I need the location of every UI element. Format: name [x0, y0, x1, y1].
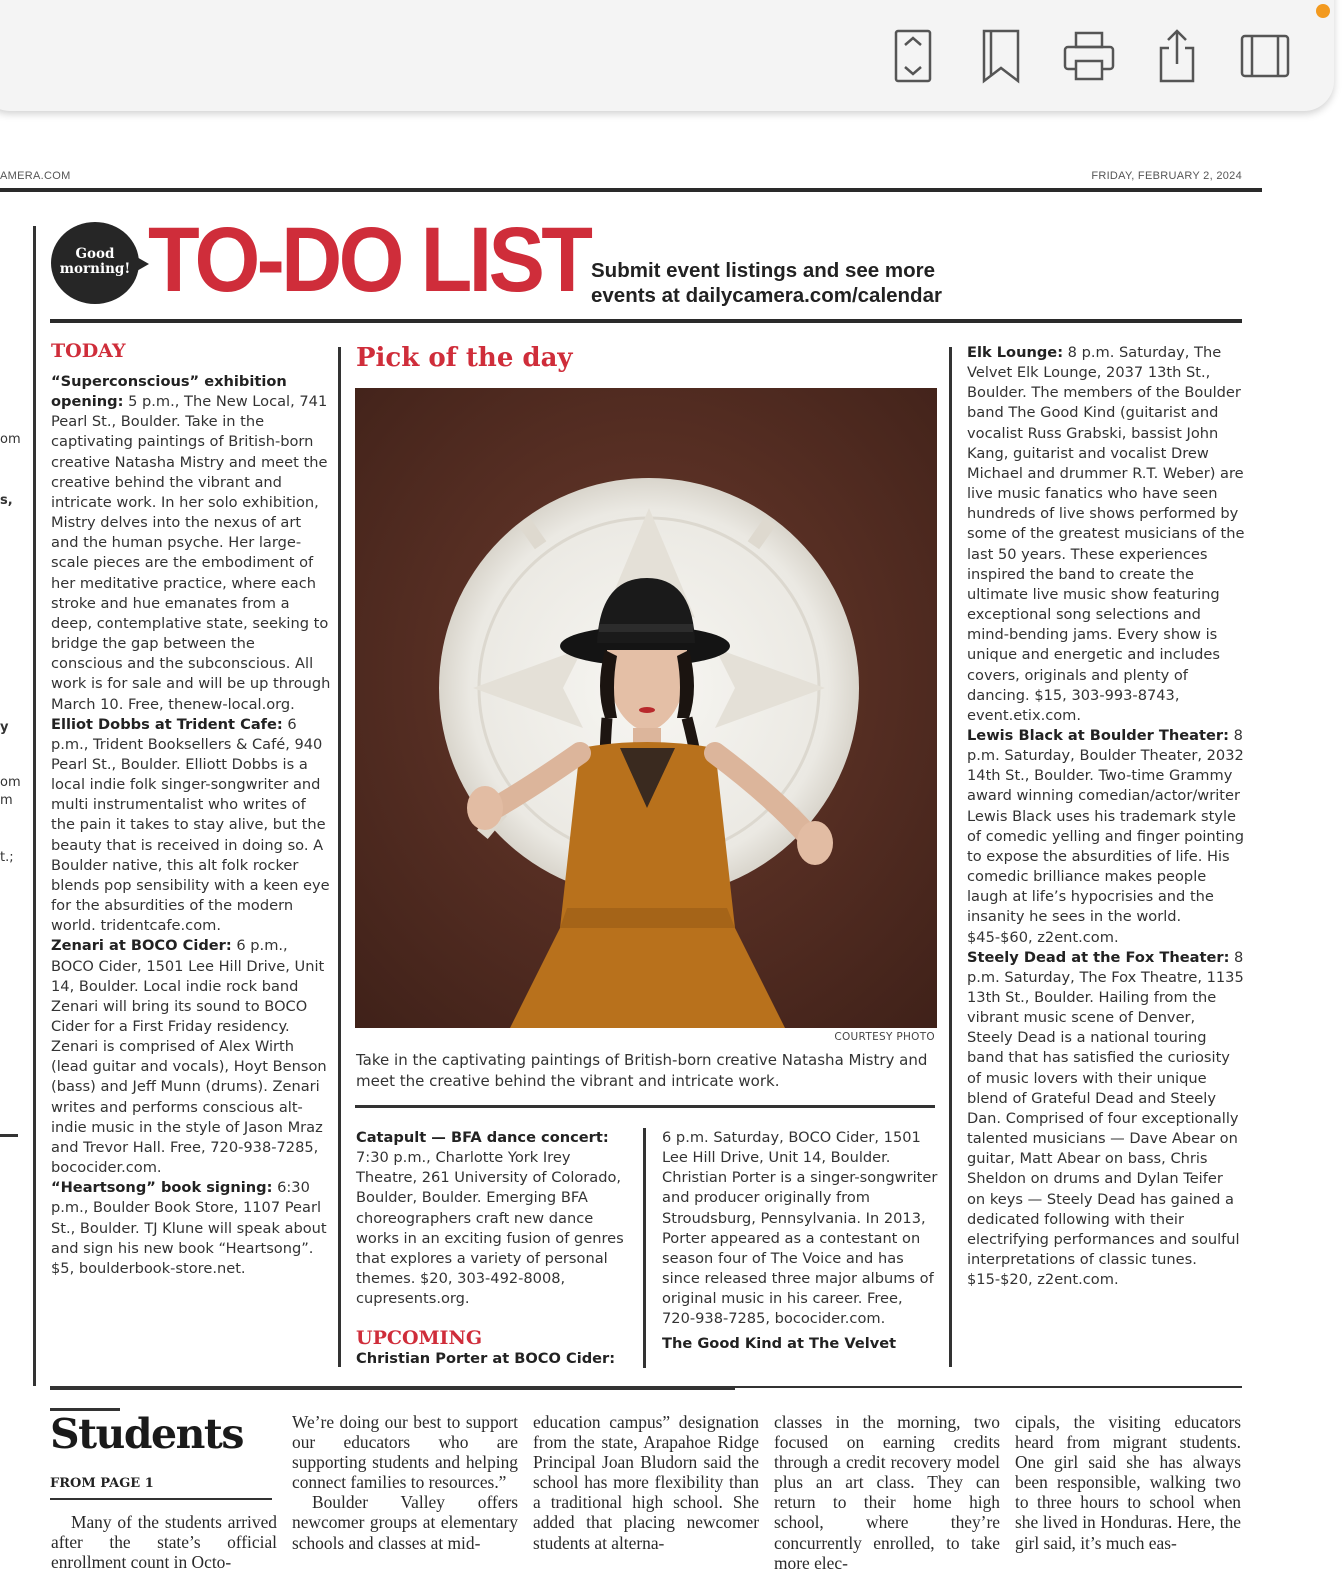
- event-body: 7:30 p.m., Charlotte York Irey Theatre, 261 University of Colorado, Boulder, Boulder. Emerging BFA choreographers craft new dance works in an exciting fusion of genres that explores a variety of personal themes. $20, 303-492-8008, cupresents.org.: [356, 1149, 624, 1308]
- column-divider: [338, 347, 341, 1367]
- event-body: 6:30 p.m., Boulder Book Store, 1107 Pearl St., Boulder. TJ Klune will speak about and sign his new book “Heartsong”. $5, boulderbook-store.net.: [51, 1179, 327, 1277]
- event-body: 8 p.m. Saturday, Boulder Theater, 2032 14th St., Boulder. Two-time Grammy award winning comedian/actor/writer Lewis Black uses his trademark style of comedic yelling and finger pointing to expose the absurdities of life. His comedic brilliance makes people laugh at life’s hypocrisies and the insanity he sees in the world. $45-$60, z2ent.com.: [967, 726, 1244, 946]
- bookmark-icon[interactable]: [975, 28, 1027, 84]
- text-fragment: s,: [0, 493, 13, 508]
- right-column: [967, 343, 1245, 1290]
- text-fragment: t.;: [0, 850, 14, 865]
- event-body: 6 p.m., Trident Booksellers & Café, 940 Pearl St., Boulder. Elliott Dobbs is a local indie folk singer-songwriter and multi instrumentalist who writes of the pain it takes to stay alive, but the beauty that is received in doing so. A Boulder native, this alt folk rocker blends pop sensibility with a keen eye for the absurdities of the modern world. tridentcafe.com.: [51, 715, 330, 935]
- section-rule: [50, 319, 1242, 323]
- event-listing: [967, 343, 1245, 726]
- event-listing: [51, 1178, 331, 1279]
- event-listing: [51, 372, 331, 715]
- good-morning-badge: [51, 222, 139, 304]
- event-title: Lewis Black at Boulder Theater:: [967, 726, 1229, 744]
- column-divider: [643, 1128, 646, 1368]
- column-divider: [949, 347, 952, 1367]
- browser-toolbar: [0, 0, 1334, 111]
- section-title: TO-DO LIST: [148, 209, 590, 311]
- article-headline: Students: [50, 1410, 243, 1458]
- event-title: “Heartsong” book signing:: [51, 1179, 273, 1197]
- article-column: [292, 1412, 518, 1553]
- event-body: 6 p.m. Saturday, BOCO Cider, 1501 Lee Hill Drive, Unit 14, Boulder. Christian Porter is a singer-songwriter and producer originally from Stroudsburg, Pennsylvania. In 2013, Porter appeared as a contestant on season four of The Voice and has since released three major albums of original music in his career. Free, 720-938-7285, bococider.com.: [662, 1129, 938, 1328]
- event-title: Christian Porter at BOCO Cider:: [356, 1350, 616, 1368]
- event-body: 8 p.m. Saturday, The Fox Theatre, 1135 13th St., Boulder. Hailing from the vibrant music scene of Denver, Steely Dead is a national touring band that has satisfied the curiosity of music lovers with their unique blend of Grateful Dead and Steely Dan. Comprised of four exceptionally talented musicians — Dave Abear on guitar, Matt Abear on bass, Chris Sheldon on drums and Dylan Teifer on keys — Steely Dead has gained a dedicated following with their electrifying performances and soulful interpretations of classic tunes. $15-$20, z2ent.com.: [967, 948, 1244, 1289]
- badge-line: Good: [75, 246, 115, 262]
- badge-line: morning!: [59, 261, 131, 277]
- submit-listings: [591, 258, 942, 308]
- submit-line: Submit event listings and see more: [591, 259, 936, 282]
- notification-dot: [1316, 4, 1330, 18]
- resize-icon[interactable]: [887, 28, 939, 84]
- event-title: Zenari at BOCO Cider:: [51, 937, 232, 955]
- photo-credit: COURTESY PHOTO: [834, 1031, 935, 1043]
- event-listing: [967, 726, 1245, 948]
- paragraph: We’re doing our best to support our educators who are supporting students and helping connect families to resources.”: [292, 1412, 518, 1493]
- caption-rule: [355, 1105, 935, 1108]
- article-column: education campus” designation from the state, Arapahoe Ridge Principal Joan Bludorn said the school has more flexibility than a traditional high school. She added that placing newcomer students at alterna-: [533, 1412, 759, 1553]
- column-divider: [33, 226, 36, 1386]
- jump-label: FROM PAGE 1: [50, 1476, 154, 1491]
- text-fragment: m: [0, 793, 13, 808]
- article-column: Many of the students arrived after the state’s official enrollment count in Octo-: [51, 1512, 277, 1573]
- sidebar-icon[interactable]: [1239, 28, 1291, 84]
- issue-date: FRIDAY, FEBRUARY 2, 2024: [1091, 170, 1242, 182]
- jump-rule: [50, 1498, 272, 1500]
- text-fragment: y: [0, 720, 9, 735]
- article-column: cipals, the visiting educators heard from migrant students. One girl said she has always been responsible, walking two to three hours to school when she lived in Honduras. Here, the girl said, it’s much eas-: [1015, 1412, 1241, 1553]
- site-name: AMERA.COM: [0, 170, 71, 182]
- middle-column-right: [662, 1128, 940, 1354]
- event-title: Elk Lounge:: [967, 344, 1064, 361]
- middle-column-left: [356, 1128, 634, 1370]
- event-body: 6 p.m., BOCO Cider, 1501 Lee Hill Drive, Unit 14, Boulder. Local indie rock band Zenari will bring its sound to BOCO Cider for a First Friday residency. Zenari is comprised of Alex Wirth (lead guitar and vocals), Hoyt Benson (bass) and Jeff Munn (drums). Zenari writes and performs conscious alt-indie music in the style of Jason Mraz and Trevor Hall. Free, 720-938-7285, bococider.com.: [51, 937, 327, 1177]
- paragraph: Boulder Valley offers newcomer groups at elementary schools and classes at mid-: [292, 1492, 518, 1553]
- featured-photo: [355, 388, 937, 1028]
- upcoming-heading: UPCOMING: [356, 1327, 483, 1350]
- event-body: 5 p.m., The New Local, 741 Pearl St., Boulder. Take in the captivating paintings of British-born creative Natasha Mistry and meet the creative behind the vibrant and intricate work. In her solo exhibition, Mistry delves into the nexus of art and the human psyche. Her large-scale pieces are the embodiment of her meditative practice, where each stroke and hue emanates from a deep, contemplative state, seeking to bridge the gap between the conscious and the subconscious. All work is for sale and will be up through March 10. Free, thenew-local.org.: [51, 393, 331, 713]
- event-listing: [51, 936, 331, 1178]
- event-title: The Good Kind at The Velvet: [662, 1334, 897, 1352]
- event-title: Elliot Dobbs at Trident Cafe:: [51, 715, 283, 733]
- event-listing: [967, 948, 1245, 1291]
- photo-caption: Take in the captivating paintings of British-born creative Natasha Mistry and meet the creative behind the vibrant and intricate work.: [356, 1051, 928, 1090]
- print-icon[interactable]: [1063, 28, 1115, 84]
- text-fragment: om: [0, 775, 21, 790]
- pick-heading: Pick of the day: [356, 343, 573, 373]
- share-icon[interactable]: [1151, 28, 1203, 84]
- submit-line[interactable]: events at dailycamera.com/calendar: [591, 284, 942, 307]
- event-title: Catapult — BFA dance concert:: [356, 1129, 609, 1146]
- section-rule-accent: [50, 1386, 735, 1390]
- event-title: “Superconscious” exhibition opening:: [51, 373, 287, 411]
- divider: [0, 1134, 18, 1137]
- article-column: classes in the morning, two focused on earning credits through a credit recovery model plus an art class. They can return to their home high school, where they’re concurrently enrolled, to take more elec-: [774, 1412, 1000, 1573]
- text-fragment: om: [0, 432, 21, 447]
- event-listing: [356, 1128, 634, 1309]
- today-column: [51, 340, 331, 1279]
- today-heading: TODAY: [51, 340, 126, 362]
- event-body: 8 p.m. Saturday, The Velvet Elk Lounge, 2037 13th St., Boulder. The members of the Boulder band The Good Kind (guitarist and vocalist Russ Grabski, bassist John Kang, guitarist and vocalist Drew Michael and drummer R.T. Weber) are live music fanatics who have seen hundreds of live shows performed by some of the greatest musicians of the last 50 years. These experiences inspired the band to create the ultimate live music show featuring exceptional song selections and mind-bending jams. Every show is unique and energetic and includes covers, originals and plenty of dancing. $15, 303-993-8743, event.etix.com.: [967, 344, 1245, 724]
- event-listing: [51, 715, 331, 937]
- top-rule: [0, 188, 1262, 192]
- event-title: Steely Dead at the Fox Theater:: [967, 948, 1230, 966]
